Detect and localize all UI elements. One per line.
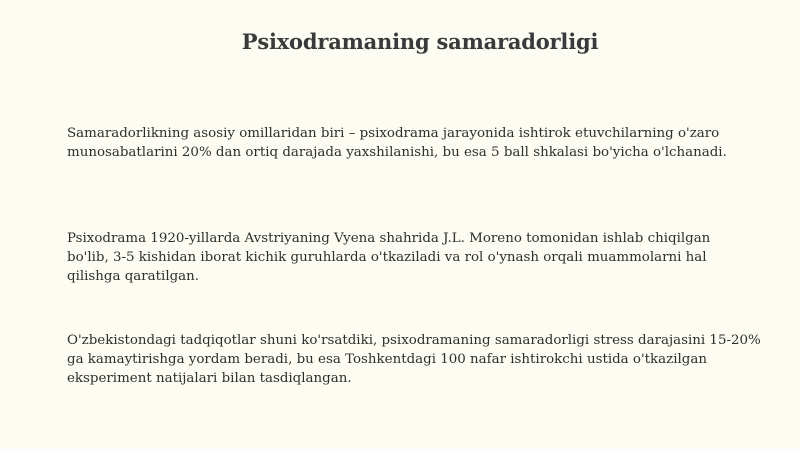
paragraph-effectiveness-factor: Samaradorlikning asosiy omillaridan biri – psixodrama jarayonida ishtirok etuvchilarning o'zaro munosabatlarini 20% dan ortiq darajada yaxshilanishi, bu esa 5 ball shkalasi bo'yicha o'lchanadi.: [67, 126, 727, 160]
paragraph-history: Psixodrama 1920-yillarda Avstriyaning Vyena shahrida J.L. Moreno tomonidan ishlab chiqilgan bo'lib, 3-5 kishidan iborat kichik guruhlarda o'tkaziladi va rol o'ynash orqali muammolarni hal qilishga qaratilgan.: [67, 231, 711, 284]
paragraph-uzbekistan-research: O'zbekistondagi tadqiqotlar shuni ko'rsatdiki, psixodramaning samaradorligi stress darajasini 15-20% ga kamaytirishga yordam beradi, bu esa Toshkentdagi 100 nafar ishtirokchi ustida o'tkazilgan eksperiment natijalari bilan tasdiqlangan.: [67, 333, 761, 386]
slide-title: Psixodramaning samaradorligi: [241, 29, 599, 54]
